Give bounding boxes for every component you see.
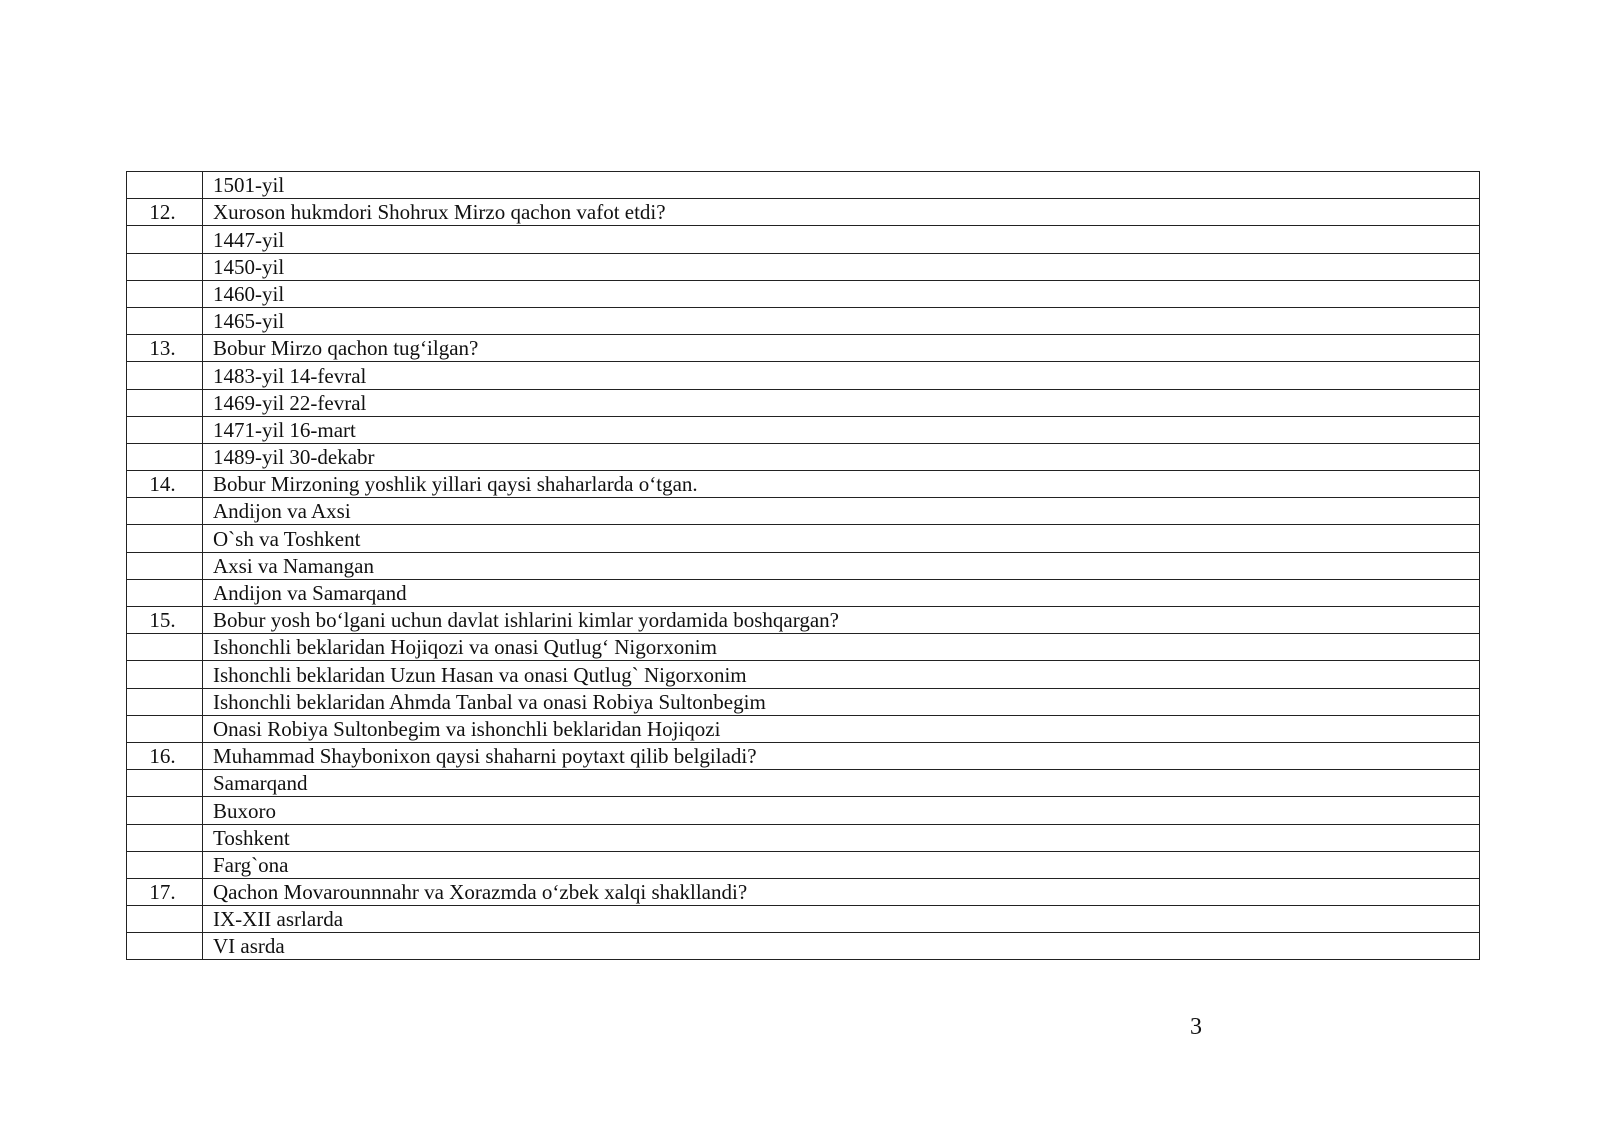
row-text: Axsi va Namangan [203,552,1480,579]
row-text: Qachon Movarounnnahr va Xorazmda o‘zbek xalqi shakllandi? [203,878,1480,905]
row-text: Onasi Robiya Sultonbegim va ishonchli beklaridan Hojiqozi [203,715,1480,742]
question-number [127,389,203,416]
table-row [127,851,1480,878]
question-number [127,634,203,661]
question-number [127,416,203,443]
question-number [127,280,203,307]
table-row [127,498,1480,525]
table-row [127,661,1480,688]
question-number [127,933,203,960]
table-row [127,362,1480,389]
table-row [127,172,1480,199]
row-text: Bobur Mirzo qachon tug‘ilgan? [203,335,1480,362]
question-number [127,253,203,280]
question-number [127,579,203,606]
table-row [127,607,1480,634]
question-number [127,307,203,334]
question-number [127,172,203,199]
row-text: Buxoro [203,797,1480,824]
table-row [127,824,1480,851]
table-row [127,389,1480,416]
row-text: Farg`ona [203,851,1480,878]
table-row [127,688,1480,715]
row-text: Ishonchli beklaridan Uzun Hasan va onasi Qutlug` Nigorxonim [203,661,1480,688]
row-text: O`sh va Toshkent [203,525,1480,552]
question-number: 15. [127,607,203,634]
row-text: Muhammad Shaybonixon qaysi shaharni poytaxt qilib belgiladi? [203,742,1480,769]
row-text: 1483-yil 14-fevral [203,362,1480,389]
question-number [127,797,203,824]
table-row [127,770,1480,797]
table-row [127,416,1480,443]
table-row [127,634,1480,661]
row-text: 1450-yil [203,253,1480,280]
row-text: 1460-yil [203,280,1480,307]
row-text: Andijon va Samarqand [203,579,1480,606]
question-number [127,715,203,742]
table-row [127,253,1480,280]
table-row [127,797,1480,824]
row-text: IX-XII asrlarda [203,906,1480,933]
row-text: Andijon va Axsi [203,498,1480,525]
table-row [127,307,1480,334]
row-text: 1501-yil [203,172,1480,199]
row-text: Ishonchli beklaridan Hojiqozi va onasi Qutlug‘ Nigorxonim [203,634,1480,661]
table-row [127,742,1480,769]
table-row [127,199,1480,226]
table-row [127,552,1480,579]
row-text: Bobur Mirzoning yoshlik yillari qaysi shaharlarda o‘tgan. [203,471,1480,498]
question-number: 16. [127,742,203,769]
row-text: VI asrda [203,933,1480,960]
question-number [127,824,203,851]
table-row [127,443,1480,470]
question-number [127,851,203,878]
table-row [127,878,1480,905]
row-text: Toshkent [203,824,1480,851]
question-number [127,906,203,933]
question-number: 12. [127,199,203,226]
row-text: Bobur yosh bo‘lgani uchun davlat ishlarini kimlar yordamida boshqargan? [203,607,1480,634]
row-text: 1465-yil [203,307,1480,334]
question-number [127,552,203,579]
table-row [127,579,1480,606]
question-number [127,226,203,253]
row-text: Ishonchli beklaridan Ahmda Tanbal va onasi Robiya Sultonbegim [203,688,1480,715]
question-number [127,688,203,715]
row-text: Xuroson hukmdori Shohrux Mirzo qachon vafot etdi? [203,199,1480,226]
table-row [127,335,1480,362]
quiz-table [126,171,1480,960]
row-text: 1489-yil 30-dekabr [203,443,1480,470]
row-text: 1471-yil 16-mart [203,416,1480,443]
question-number [127,661,203,688]
table-row [127,715,1480,742]
quiz-table-body [127,172,1480,960]
table-row [127,280,1480,307]
question-number [127,525,203,552]
table-row [127,906,1480,933]
question-number: 13. [127,335,203,362]
question-number: 14. [127,471,203,498]
question-number [127,770,203,797]
table-row [127,471,1480,498]
table-row [127,933,1480,960]
page-number: 3 [1190,1014,1202,1040]
question-number [127,362,203,389]
table-row [127,525,1480,552]
row-text: 1469-yil 22-fevral [203,389,1480,416]
row-text: 1447-yil [203,226,1480,253]
row-text: Samarqand [203,770,1480,797]
question-number [127,443,203,470]
question-number: 17. [127,878,203,905]
table-row [127,226,1480,253]
question-number [127,498,203,525]
